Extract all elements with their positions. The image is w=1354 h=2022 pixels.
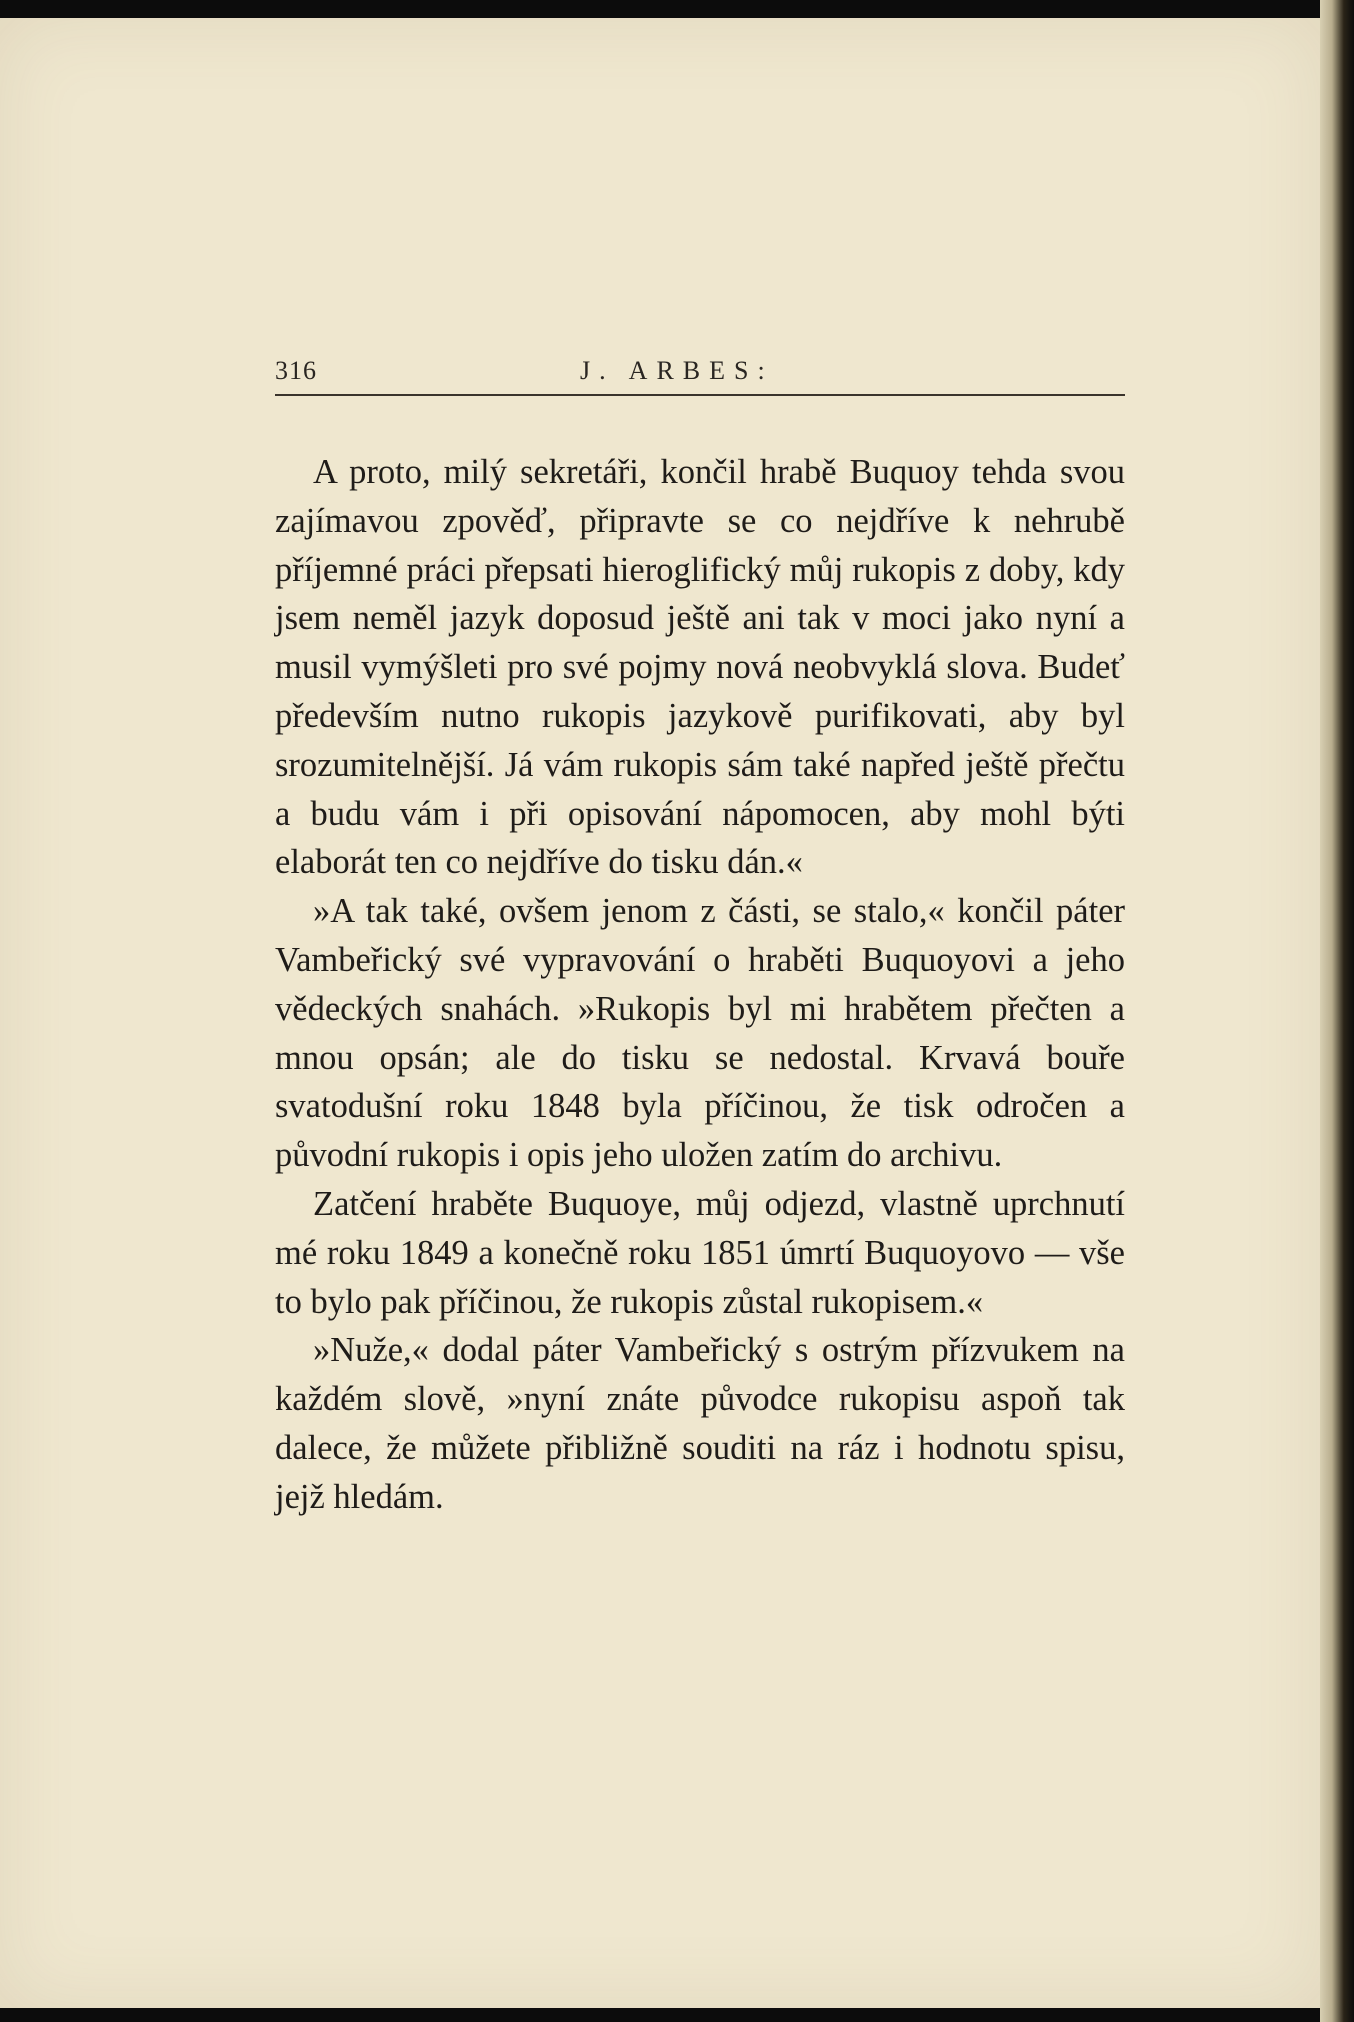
paragraph: Zatčení hraběte Buquoye, můj odjezd, vlastně uprchnutí mé roku 1849 a konečně roku 1851 úmrtí Buquoyovo — vše to bylo pak příčinou, že rukopis zůstal rukopisem.« — [275, 1184, 1125, 1321]
body-text — [275, 448, 1125, 1522]
running-header — [275, 348, 1125, 398]
paragraph: A proto, milý sekretáři, končil hrabě Buquoy tehda svou zajímavou zpověď, připravte se co nejdříve k nehrubě příjemné práci přepsati hieroglifický můj rukopis z doby, kdy jsem neměl jazyk doposud ještě ani tak v moci jako nyní a musil vymýšleti pro své pojmy nová neobvyklá slova. Budeť především nutno rukopis jazykově purifikovati, aby byl srozumitelnější. Já vám rukopis sám také napřed ještě přečtu a budu vám i při opisování nápomocen, aby mohl býti elaborát ten co nejdříve do tisku dán.« — [275, 453, 1125, 882]
page-number: 316 — [275, 356, 317, 385]
running-head-author: J. ARBES: — [580, 356, 774, 385]
paragraph: »Nuže,« dodal páter Vambeřický s ostrým přízvukem na každém slově, »nyní znáte původce rukopisu aspoň tak dalece, že můžete přibližně souditi na ráz i hodnotu spisu, jejž hledám. — [275, 1331, 1125, 1516]
paragraph: »A tak také, ovšem jenom z části, se stalo,« končil páter Vambeřický své vypravování o hraběti Buquoyovi a jeho vědeckých snahách. »Rukopis byl mi hrabětem přečten a mnou opsán; ale do tisku se nedostal. Krvavá bouře svatodušní roku 1848 byla příčinou, že tisk odročen a původní rukopis i opis jeho uložen zatím do archivu. — [275, 892, 1125, 1175]
header-rule — [275, 394, 1125, 396]
book-spine-edge — [1320, 0, 1354, 2022]
book-page — [0, 18, 1320, 2008]
